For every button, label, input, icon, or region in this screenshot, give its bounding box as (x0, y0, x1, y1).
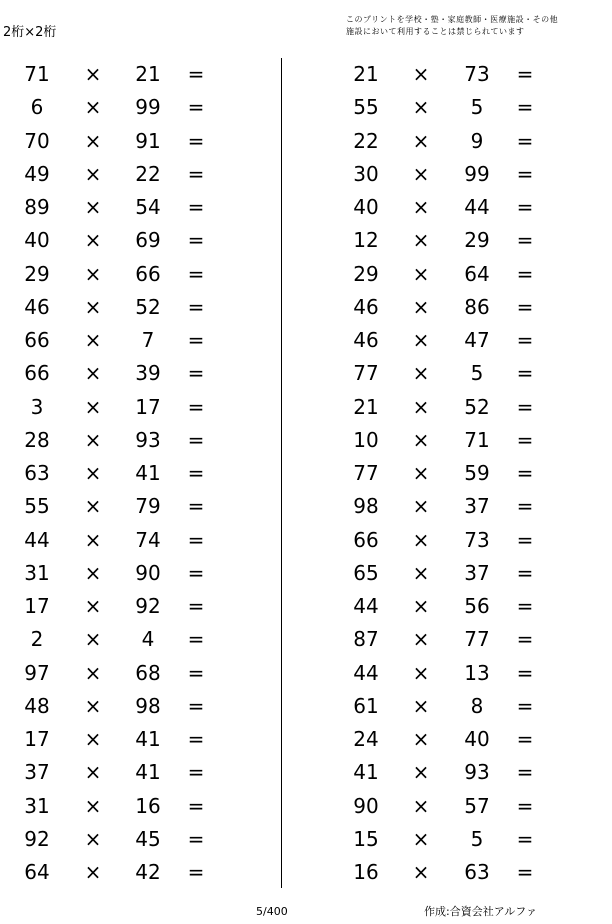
problem-row (330, 690, 590, 723)
page-number: 5/400 (256, 905, 288, 918)
multiplier: 59 (464, 461, 490, 485)
problem-row (330, 191, 590, 224)
multiplicand: 46 (24, 294, 50, 319)
equals-sign: = (516, 328, 534, 352)
problem-row (0, 823, 260, 856)
times-sign: × (412, 328, 430, 352)
equals-sign: = (516, 195, 534, 219)
problem-row (330, 823, 590, 856)
worksheet-title: 2桁×2桁 (3, 25, 57, 40)
multiplicand: 97 (24, 660, 50, 685)
times-sign: × (84, 760, 102, 785)
multiplier: 99 (135, 95, 161, 120)
problem-row (330, 324, 590, 357)
multiplier: 90 (135, 560, 161, 585)
multiplier: 99 (464, 161, 490, 186)
equals-sign: = (187, 394, 205, 419)
multiplier: 37 (464, 560, 490, 585)
times-sign: × (84, 527, 102, 552)
times-sign: × (84, 461, 102, 485)
column-divider (281, 58, 282, 888)
equals-sign: = (516, 95, 534, 120)
problem-row (330, 125, 590, 158)
equals-sign: = (516, 627, 534, 652)
multiplier: 29 (464, 228, 490, 253)
equals-sign: = (187, 427, 205, 452)
multiplier: 71 (464, 427, 490, 452)
equals-sign: = (516, 793, 534, 818)
times-sign: × (412, 461, 430, 485)
equals-sign: = (187, 95, 205, 120)
times-sign: × (412, 560, 430, 585)
multiplicand: 22 (353, 128, 379, 153)
multiplier: 57 (464, 793, 490, 818)
usage-notice (346, 14, 586, 38)
multiplicand: 87 (353, 627, 379, 652)
problem-row (0, 291, 260, 324)
times-sign: × (84, 128, 102, 153)
multiplier: 64 (464, 261, 490, 286)
multiplier: 41 (135, 760, 161, 785)
multiplier: 17 (135, 394, 161, 419)
times-sign: × (84, 594, 102, 618)
multiplier: 44 (464, 195, 490, 219)
equals-sign: = (187, 727, 205, 751)
problem-row (0, 723, 260, 756)
multiplicand: 63 (24, 461, 50, 485)
problem-row (0, 557, 260, 590)
equals-sign: = (187, 161, 205, 186)
multiplier: 5 (470, 95, 484, 120)
equals-sign: = (187, 793, 205, 818)
times-sign: × (84, 560, 102, 585)
equals-sign: = (516, 62, 534, 86)
problem-row (330, 856, 590, 889)
multiplier: 9 (470, 128, 484, 153)
multiplier: 4 (141, 627, 155, 652)
problem-row (0, 258, 260, 291)
times-sign: × (84, 494, 102, 519)
multiplier: 93 (135, 427, 161, 452)
multiplicand: 66 (24, 361, 50, 386)
problem-row (330, 756, 590, 789)
multiplicand: 64 (24, 860, 50, 884)
multiplier: 74 (135, 527, 161, 552)
problem-row (0, 657, 260, 690)
multiplicand: 10 (353, 427, 379, 452)
problem-row (0, 524, 260, 557)
equals-sign: = (516, 461, 534, 485)
multiplicand: 29 (24, 261, 50, 286)
equals-sign: = (516, 361, 534, 386)
problem-row (330, 224, 590, 257)
multiplier: 69 (135, 228, 161, 253)
equals-sign: = (187, 361, 205, 386)
equals-sign: = (516, 128, 534, 153)
problem-row (330, 291, 590, 324)
multiplier: 98 (135, 693, 161, 718)
problem-row (330, 258, 590, 291)
problem-row (330, 524, 590, 557)
equals-sign: = (516, 527, 534, 552)
author-credit: 作成:合資会社アルファ (424, 905, 538, 918)
multiplier: 5 (470, 826, 484, 851)
equals-sign: = (187, 527, 205, 552)
problem-row (330, 391, 590, 424)
multiplier: 7 (141, 328, 155, 352)
multiplier: 40 (464, 727, 490, 751)
problem-row (330, 590, 590, 623)
multiplicand: 41 (353, 760, 379, 785)
times-sign: × (412, 793, 430, 818)
problem-row (330, 557, 590, 590)
problem-row (330, 657, 590, 690)
multiplicand: 17 (24, 727, 50, 751)
multiplicand: 21 (353, 62, 379, 86)
multiplier: 86 (464, 294, 490, 319)
multiplicand: 6 (30, 95, 44, 120)
multiplicand: 66 (353, 527, 379, 552)
equals-sign: = (187, 461, 205, 485)
multiplier: 42 (135, 860, 161, 884)
times-sign: × (412, 294, 430, 319)
problem-row (330, 158, 590, 191)
times-sign: × (84, 427, 102, 452)
multiplicand: 48 (24, 693, 50, 718)
multiplier: 52 (464, 394, 490, 419)
multiplicand: 77 (353, 461, 379, 485)
multiplicand: 65 (353, 560, 379, 585)
problem-row (0, 424, 260, 457)
equals-sign: = (516, 294, 534, 319)
problem-row (0, 91, 260, 124)
multiplicand: 90 (353, 793, 379, 818)
times-sign: × (412, 660, 430, 685)
times-sign: × (412, 128, 430, 153)
multiplicand: 46 (353, 328, 379, 352)
times-sign: × (412, 727, 430, 751)
equals-sign: = (187, 494, 205, 519)
multiplier: 8 (470, 693, 484, 718)
equals-sign: = (187, 826, 205, 851)
multiplicand: 3 (30, 394, 44, 419)
times-sign: × (84, 294, 102, 319)
times-sign: × (84, 860, 102, 884)
multiplier: 16 (135, 793, 161, 818)
multiplier: 73 (464, 62, 490, 86)
right-problem-column (330, 58, 590, 889)
multiplicand: 61 (353, 693, 379, 718)
usage-notice-line-2: 施設において利用することは禁じられています (346, 27, 525, 36)
problem-row (0, 790, 260, 823)
multiplier: 45 (135, 826, 161, 851)
equals-sign: = (516, 228, 534, 253)
equals-sign: = (516, 727, 534, 751)
equals-sign: = (187, 594, 205, 618)
multiplier: 21 (135, 62, 161, 86)
multiplier: 63 (464, 860, 490, 884)
equals-sign: = (187, 693, 205, 718)
multiplier: 5 (470, 361, 484, 386)
times-sign: × (412, 527, 430, 552)
multiplier: 37 (464, 494, 490, 519)
multiplicand: 44 (353, 594, 379, 618)
times-sign: × (84, 328, 102, 352)
multiplicand: 12 (353, 228, 379, 253)
times-sign: × (412, 261, 430, 286)
times-sign: × (84, 361, 102, 386)
problem-row (0, 158, 260, 191)
equals-sign: = (516, 826, 534, 851)
multiplier: 66 (135, 261, 161, 286)
equals-sign: = (516, 494, 534, 519)
problem-row (0, 125, 260, 158)
multiplicand: 31 (24, 793, 50, 818)
multiplier: 52 (135, 294, 161, 319)
problem-row (330, 58, 590, 91)
multiplicand: 71 (24, 62, 50, 86)
equals-sign: = (187, 760, 205, 785)
times-sign: × (412, 627, 430, 652)
equals-sign: = (516, 760, 534, 785)
multiplier: 93 (464, 760, 490, 785)
problem-row (330, 357, 590, 390)
equals-sign: = (187, 560, 205, 585)
equals-sign: = (187, 660, 205, 685)
multiplicand: 46 (353, 294, 379, 319)
times-sign: × (84, 95, 102, 120)
multiplicand: 29 (353, 261, 379, 286)
equals-sign: = (187, 261, 205, 286)
times-sign: × (84, 195, 102, 219)
multiplicand: 40 (24, 228, 50, 253)
problem-row (0, 856, 260, 889)
problem-row (0, 224, 260, 257)
multiplier: 47 (464, 328, 490, 352)
problem-row (0, 756, 260, 789)
multiplicand: 55 (24, 494, 50, 519)
multiplicand: 77 (353, 361, 379, 386)
equals-sign: = (187, 627, 205, 652)
multiplicand: 15 (353, 826, 379, 851)
times-sign: × (412, 228, 430, 253)
problem-row (0, 690, 260, 723)
left-problem-column (0, 58, 260, 889)
multiplicand: 40 (353, 195, 379, 219)
multiplier: 22 (135, 161, 161, 186)
multiplicand: 30 (353, 161, 379, 186)
equals-sign: = (187, 294, 205, 319)
problem-row (330, 424, 590, 457)
times-sign: × (412, 427, 430, 452)
times-sign: × (84, 627, 102, 652)
problem-row (0, 457, 260, 490)
equals-sign: = (516, 560, 534, 585)
times-sign: × (412, 760, 430, 785)
equals-sign: = (516, 394, 534, 419)
problem-row (0, 490, 260, 523)
problem-row (0, 324, 260, 357)
multiplicand: 17 (24, 594, 50, 618)
problem-row (0, 391, 260, 424)
multiplicand: 98 (353, 494, 379, 519)
times-sign: × (412, 394, 430, 419)
multiplier: 54 (135, 195, 161, 219)
multiplier: 39 (135, 361, 161, 386)
equals-sign: = (516, 161, 534, 186)
times-sign: × (412, 826, 430, 851)
usage-notice-line-1: このプリントを学校・塾・家庭教師・医療施設・その他 (346, 15, 559, 24)
problem-row (330, 490, 590, 523)
times-sign: × (412, 62, 430, 86)
problem-row (0, 58, 260, 91)
equals-sign: = (516, 594, 534, 618)
multiplicand: 49 (24, 161, 50, 186)
times-sign: × (84, 228, 102, 253)
multiplicand: 44 (353, 660, 379, 685)
multiplier: 91 (135, 128, 161, 153)
multiplier: 41 (135, 461, 161, 485)
multiplicand: 21 (353, 394, 379, 419)
times-sign: × (412, 860, 430, 884)
equals-sign: = (516, 860, 534, 884)
multiplicand: 28 (24, 427, 50, 452)
times-sign: × (84, 660, 102, 685)
problem-row (330, 790, 590, 823)
problem-row (0, 357, 260, 390)
multiplicand: 92 (24, 826, 50, 851)
equals-sign: = (187, 328, 205, 352)
problem-row (330, 623, 590, 656)
equals-sign: = (187, 195, 205, 219)
equals-sign: = (516, 261, 534, 286)
multiplicand: 31 (24, 560, 50, 585)
multiplicand: 55 (353, 95, 379, 120)
times-sign: × (84, 261, 102, 286)
equals-sign: = (516, 427, 534, 452)
multiplicand: 24 (353, 727, 379, 751)
multiplier: 56 (464, 594, 490, 618)
problem-row (330, 457, 590, 490)
problem-row (0, 623, 260, 656)
problem-row (0, 590, 260, 623)
multiplicand: 66 (24, 328, 50, 352)
times-sign: × (84, 826, 102, 851)
multiplier: 13 (464, 660, 490, 685)
problem-row (330, 723, 590, 756)
multiplier: 68 (135, 660, 161, 685)
equals-sign: = (516, 693, 534, 718)
multiplicand: 70 (24, 128, 50, 153)
times-sign: × (412, 594, 430, 618)
equals-sign: = (187, 860, 205, 884)
problem-row (0, 191, 260, 224)
problem-row (330, 91, 590, 124)
multiplier: 79 (135, 494, 161, 519)
multiplier: 73 (464, 527, 490, 552)
multiplicand: 16 (353, 860, 379, 884)
times-sign: × (412, 361, 430, 386)
equals-sign: = (187, 62, 205, 86)
times-sign: × (84, 394, 102, 419)
times-sign: × (84, 62, 102, 86)
times-sign: × (412, 494, 430, 519)
times-sign: × (84, 161, 102, 186)
multiplier: 77 (464, 627, 490, 652)
times-sign: × (412, 95, 430, 120)
multiplier: 92 (135, 594, 161, 618)
times-sign: × (84, 727, 102, 751)
times-sign: × (84, 793, 102, 818)
times-sign: × (412, 195, 430, 219)
multiplicand: 44 (24, 527, 50, 552)
equals-sign: = (187, 128, 205, 153)
multiplicand: 2 (30, 627, 44, 652)
multiplier: 41 (135, 727, 161, 751)
multiplicand: 89 (24, 195, 50, 219)
times-sign: × (412, 693, 430, 718)
equals-sign: = (516, 660, 534, 685)
times-sign: × (84, 693, 102, 718)
equals-sign: = (187, 228, 205, 253)
multiplicand: 37 (24, 760, 50, 785)
times-sign: × (412, 161, 430, 186)
